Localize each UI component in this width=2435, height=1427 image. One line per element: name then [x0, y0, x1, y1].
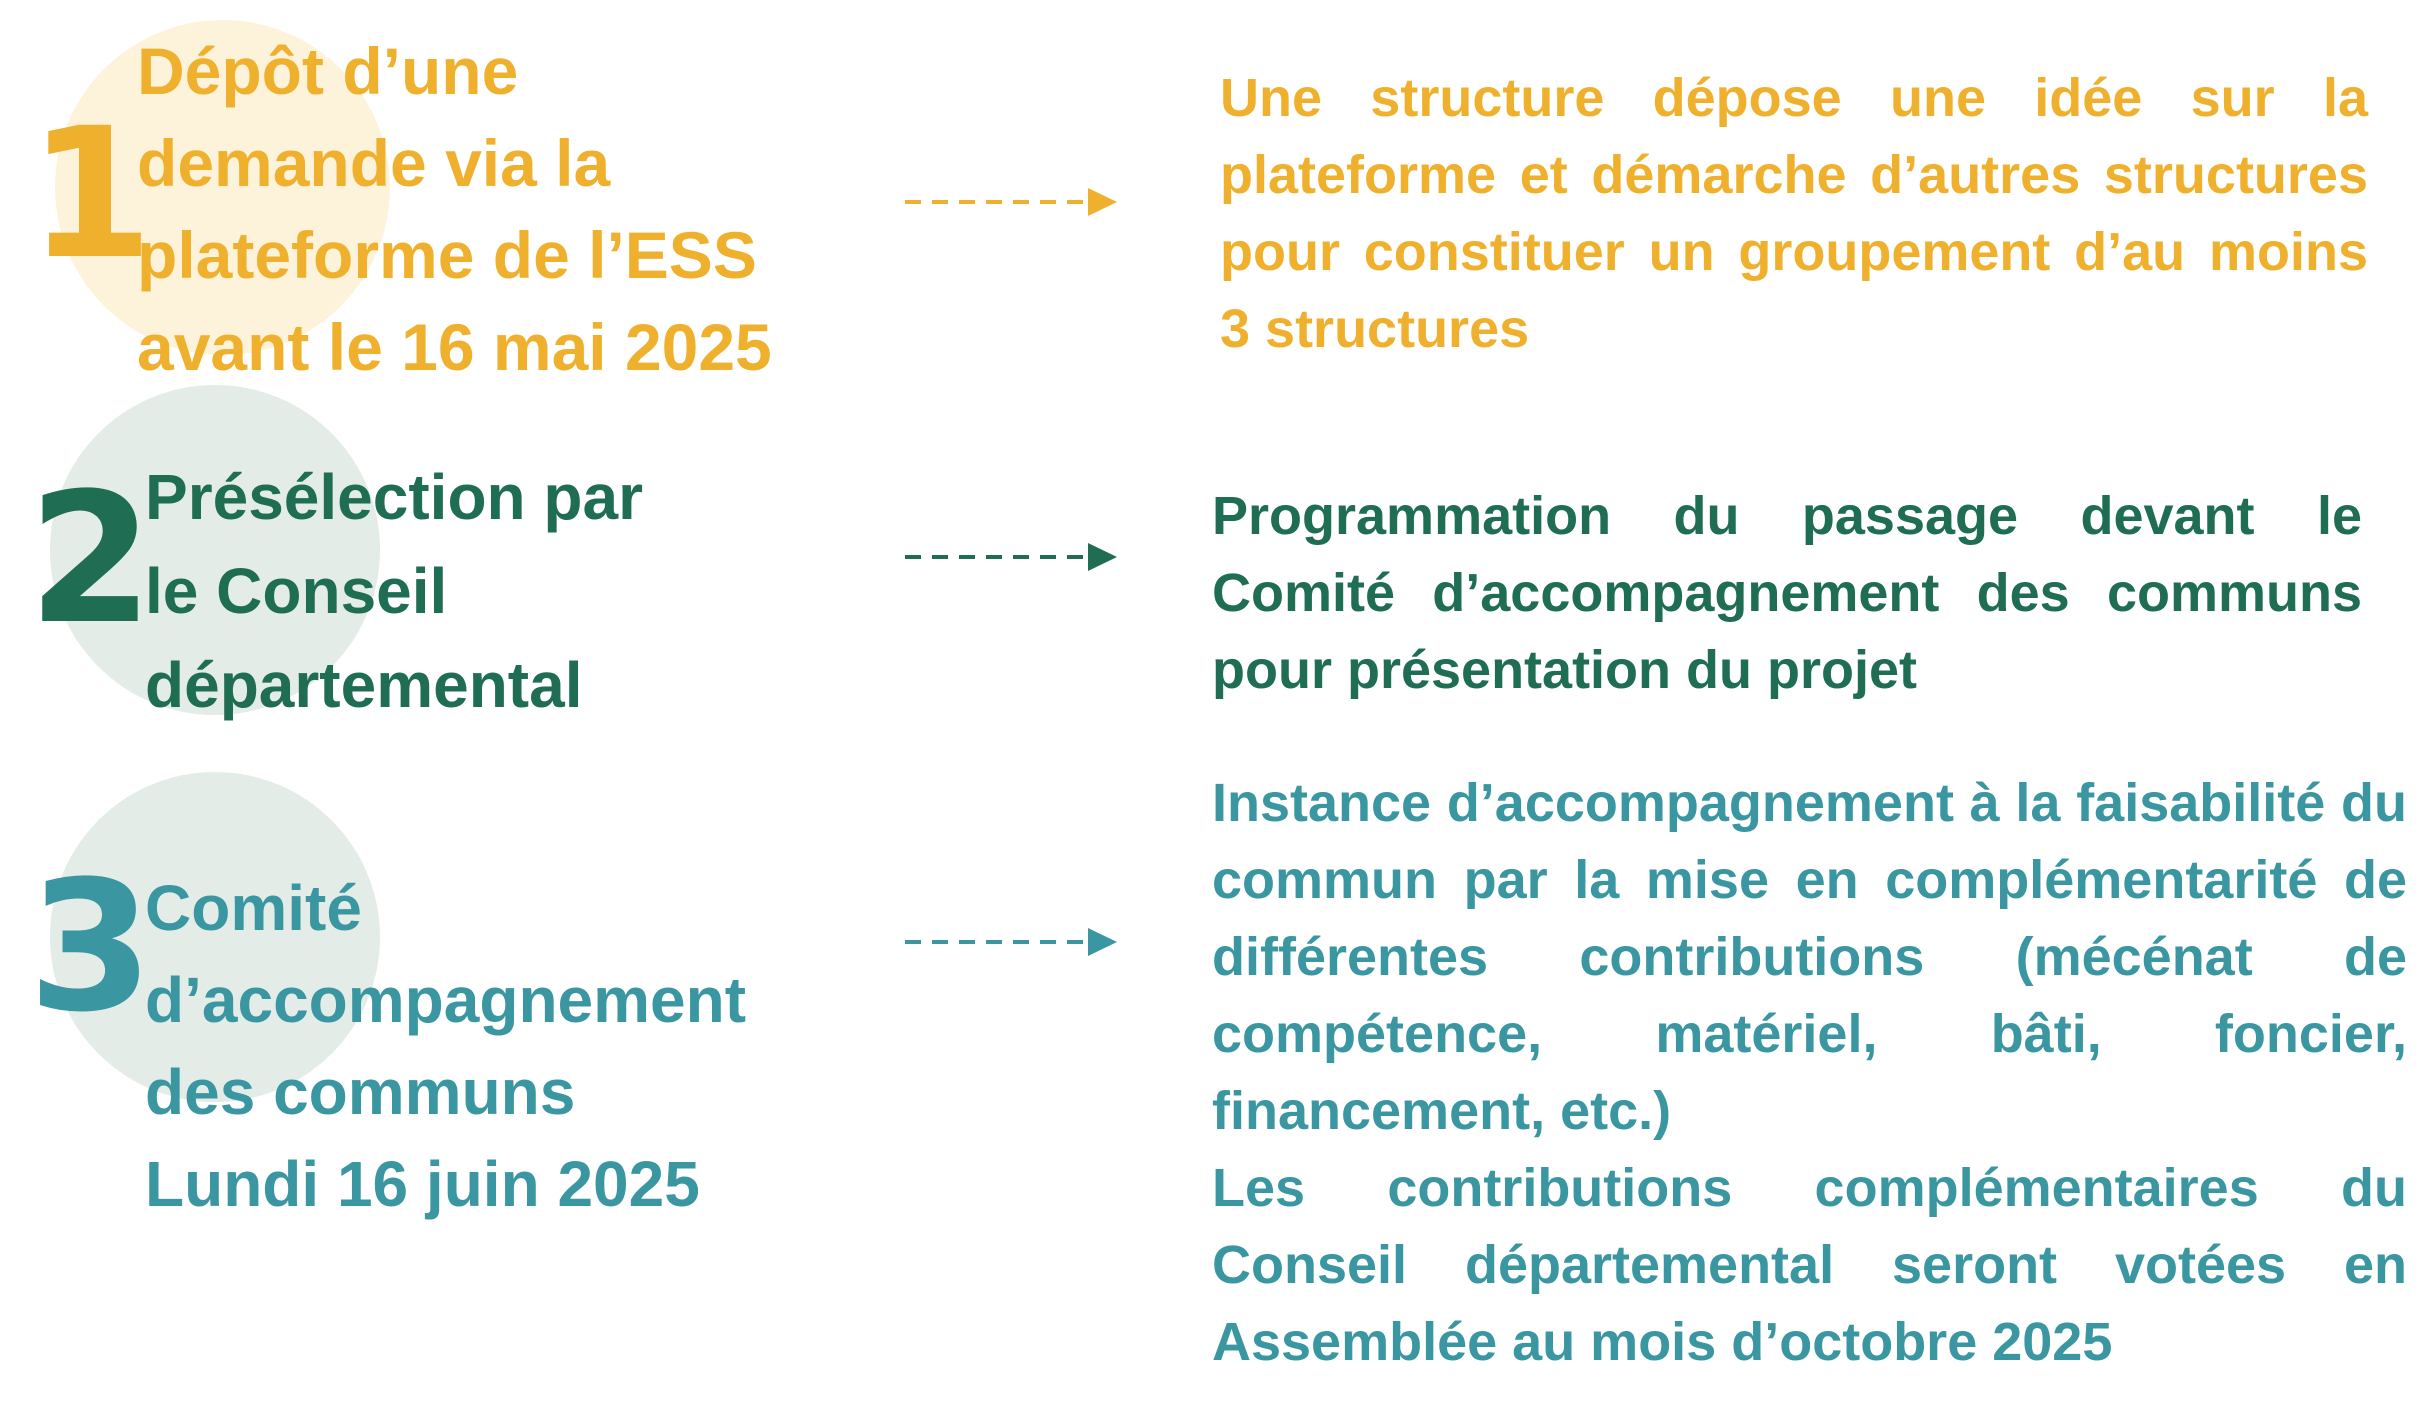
step-3-description-paragraph: Les contributions complémentaires du Conseil départemental seront votées en Assemblée au mois d’octobre 2025 — [1212, 1158, 2407, 1372]
step-1-arrow-icon — [905, 185, 1120, 219]
step-1-title — [137, 25, 772, 393]
step-3-number: 3 — [28, 843, 154, 1052]
step-3-title-line: Comité — [145, 872, 362, 944]
step-3-title — [145, 862, 746, 1230]
step-1-title-line: avant le 16 mai 2025 — [137, 310, 772, 384]
step-3-title-line: des communs — [145, 1056, 576, 1128]
step-1-title-line: Dépôt d’une — [137, 34, 519, 108]
step-3-title-line: d’accompagnement — [145, 964, 747, 1036]
step-1-description: Une structure dépose une idée sur la plateforme et démarche d’autres structures pour constituer un groupement d’au moins 3 structures — [1220, 68, 2368, 359]
step-1-number: 1 — [28, 90, 154, 299]
step-1-title-line: plateforme de l’ESS — [137, 218, 757, 292]
step-3-description — [1212, 765, 2407, 1381]
step-3-arrow-icon — [905, 925, 1120, 959]
step-2-title-line: départemental — [145, 649, 583, 721]
step-2-number: 2 — [28, 455, 154, 664]
step-3-title-line: Lundi 16 juin 2025 — [145, 1148, 700, 1220]
step-2-title — [145, 450, 643, 732]
step-2-arrow-icon — [905, 540, 1120, 574]
step-2-title-line: Présélection par — [145, 461, 643, 533]
step-2-description: Programmation du passage devant le Comité d’accompagnement des communs pour présentation du projet — [1212, 486, 2362, 700]
step-2-title-line: le Conseil — [145, 555, 448, 627]
step-3-description-paragraph: Instance d’accompagnement à la faisabilité du commun par la mise en complémentarité de différentes contributions (mécénat de compétence, matériel, bâti, foncier, financement, etc.) — [1212, 773, 2407, 1141]
step-1-title-line: demande via la — [137, 126, 611, 200]
